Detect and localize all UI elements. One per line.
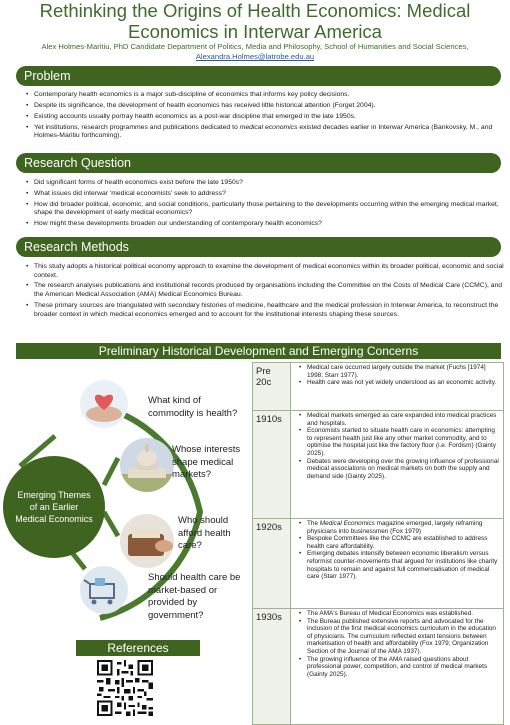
question-afford: Who should afford health care?	[178, 515, 231, 551]
list-item: • Medical care occurred largely outside the market (Fuchs [1974] 1998; Starr 1977).	[307, 364, 501, 379]
author-affiliation: Alex Holmes-Maritiu, PhD Candidate Department of Politics, Media and Philosophy, School of Humanities and Social Sciences,	[41, 42, 469, 51]
table-row	[253, 411, 504, 519]
list-item: • Existing accounts usually portray health economics as a post-war discipline that emerged in the late 1950s.	[34, 113, 510, 122]
list-item: • Bespoke Committees like the CCMC are established to address health care affordability.	[307, 535, 501, 550]
question-market-or-government: Should health care be market-based or provided by government?	[148, 572, 241, 621]
research-question-heading: Research Question	[16, 153, 501, 173]
table-row	[253, 609, 504, 725]
poster-title: Rethinking the Origins of Health Economics: Medical Economics in Interwar America	[39, 0, 471, 42]
themes-hub: Emerging Themes of an Earlier Medical Economics	[3, 456, 105, 558]
author-email-link[interactable]: Alexandra.Holmes@latrobe.edu.au	[195, 52, 315, 61]
problem-list	[20, 91, 510, 143]
list-item: • The research analyses publications and institutional records produced by organisations including the Committee on the Costs of Medical Care (CCMC), and the American Medical Association (AMA) Medical Economics Bureau.	[34, 282, 510, 299]
list-item: • Debates were developing over the growing influence of professional medical associations on medical markets on both the supply and demand side (Gainty 2025).	[307, 458, 501, 481]
list-item: • Emerging debates intensify between economic liberalism versus reformist counter-movements that argued for institutions like charity hospitals to remain and against full commercialisation of medical care (Starr 1977).	[307, 550, 501, 580]
list-item: • Despite its significance, the development of health economics has received little historical attention (Forget 2004).	[34, 102, 510, 111]
era-label: Pre 20c	[253, 363, 291, 411]
era-label: 1930s	[253, 609, 291, 725]
research-methods-list	[20, 263, 510, 321]
list-item: • Medical markets emerged as care expanded into medical practices and hospitals.	[307, 412, 501, 427]
section-banner: Preliminary Historical Development and Emerging Concerns	[16, 343, 501, 359]
era-label: 1910s	[253, 411, 291, 519]
list-item: • Yet institutions, research programmes and publications dedicated to medical economics existed decades earlier in Interwar America (Bankovsky, M., and Holmes-Maritiu forthcoming).	[34, 124, 510, 141]
list-item: • How did broader political, economic, and social conditions, particularly those pertaining to the developments occurring within the emerging medical market, shape the development of early medical economics?	[34, 201, 510, 218]
list-item: • The AMA's Bureau of Medical Economics was established.	[307, 610, 501, 618]
research-methods-heading: Research Methods	[16, 237, 501, 257]
list-item: • This study adopts a historical political economy approach to examine the development of medical economics within its broader political, economic and social context.	[34, 263, 510, 280]
medical-economics-magazine-title: Medical Economics	[319, 520, 375, 527]
list-item: • Contemporary health economics is a major sub-discipline of economics that informs key policy decisions.	[34, 91, 510, 100]
table-row	[253, 363, 504, 411]
wallet-hands-image	[120, 514, 174, 568]
question-interests: Whose interests shape medical markets?	[172, 444, 241, 480]
author-line	[4, 42, 506, 62]
problem-heading: Problem	[16, 66, 501, 86]
list-item: • Did significant forms of health economics exist before the late 1950s?	[34, 179, 510, 188]
shopping-cart-image	[80, 566, 128, 614]
qr-code[interactable]	[97, 660, 153, 716]
medical-economics-emphasis: medical economics	[239, 123, 298, 131]
list-item: • The Medical Economics magazine emerged, largely reframing physicians into businessmen (Fox 1979)	[307, 520, 501, 535]
table-row	[253, 519, 504, 609]
question-commodity: What kind of commodity is health?	[148, 395, 238, 419]
timeline-table	[252, 362, 504, 725]
list-item: • The growing influence of the AMA raised questions about professional power, competition, and control of medical markets (Gainty 2025).	[307, 656, 501, 679]
era-label: 1920s	[253, 519, 291, 609]
heart-hands-image	[80, 380, 128, 428]
list-item: • Health care was not yet widely understood as an economic activity.	[307, 379, 501, 387]
list-item: • These primary sources are triangulated with secondary histories of medicine, healthcare and the medical profession in Interwar America, to reconstruct the broader context in which medical economics emerged and to account for the institutional interests shaping these sources.	[34, 302, 510, 319]
references-heading: References	[76, 640, 200, 656]
capitol-building-image	[120, 438, 174, 492]
list-item: • The Bureau published extensive reports and advocated for the inclusion of the first medical economics curriculum in the education of physicians. The curriculum reflected extant tensions between marketisation of health and affordability (Fox 1979; Organization Section of the Journal of the AMA 1937).	[307, 618, 501, 656]
list-item: • Economists started to situate health care in economics: attempting to represent health just like any other market commodity, and to optimise the hospital just like the factory floor (i.e. Fordism) (Gainty 2025).	[307, 427, 501, 457]
list-item: • What issues did interwar 'medical economists' seek to address?	[34, 190, 510, 199]
list-item: • How might these developments broaden our understanding of contemporary health economics?	[34, 220, 510, 229]
research-question-list	[20, 179, 510, 231]
